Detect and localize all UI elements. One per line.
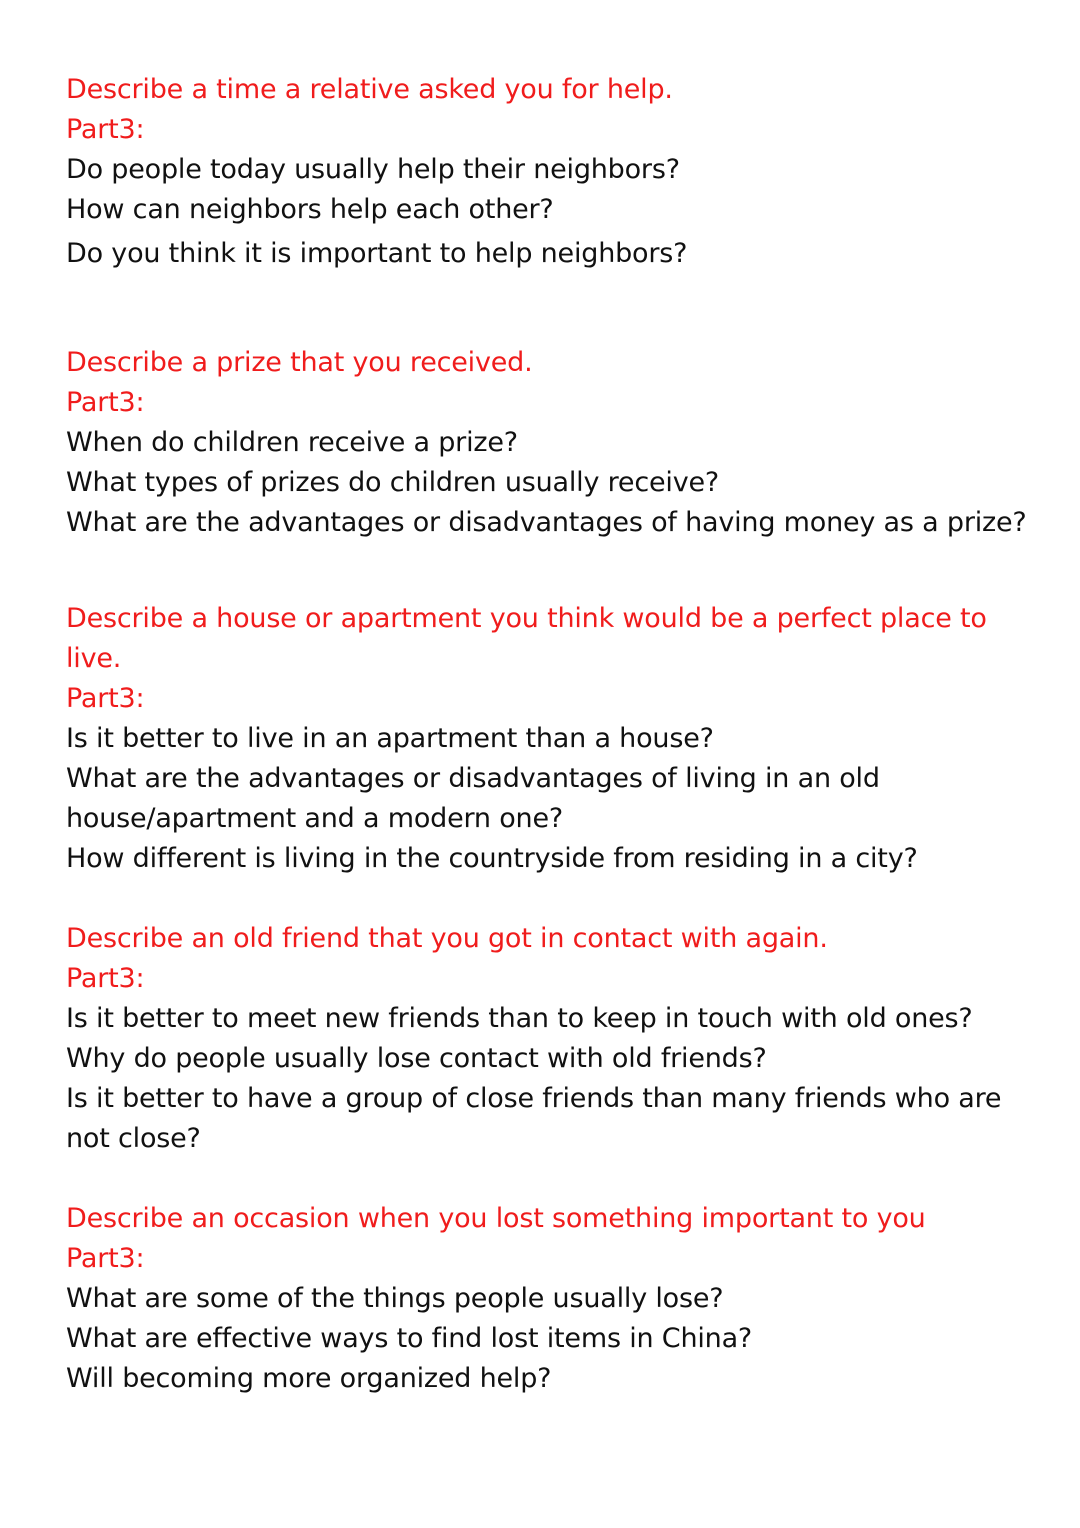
- part-label: Part3:: [66, 963, 145, 994]
- question: What are some of the things people usually lose?: [66, 1283, 724, 1314]
- section-title-continued: live.: [66, 643, 122, 674]
- part-label: Part3:: [66, 683, 145, 714]
- question: Is it better to live in an apartment than a house?: [66, 723, 714, 754]
- section-title: Describe a time a relative asked you for help.: [66, 74, 673, 105]
- question: What are the advantages or disadvantages of having money as a prize?: [66, 507, 1027, 538]
- question-continued: not close?: [66, 1123, 201, 1154]
- question-continued: house/apartment and a modern one?: [66, 803, 564, 834]
- question: Do you think it is important to help neighbors?: [66, 238, 688, 269]
- question: When do children receive a prize?: [66, 427, 518, 458]
- question: Is it better to meet new friends than to keep in touch with old ones?: [66, 1003, 973, 1034]
- question: How can neighbors help each other?: [66, 194, 554, 225]
- section-title: Describe an occasion when you lost something important to you: [66, 1203, 926, 1234]
- question: What are the advantages or disadvantages of living in an old: [66, 763, 880, 794]
- section-title: Describe a house or apartment you think would be a perfect place to: [66, 603, 987, 634]
- question: What are effective ways to find lost items in China?: [66, 1323, 753, 1354]
- question: Is it better to have a group of close friends than many friends who are: [66, 1083, 1002, 1114]
- question: Do people today usually help their neighbors?: [66, 154, 680, 185]
- section-title: Describe a prize that you received.: [66, 347, 533, 378]
- part-label: Part3:: [66, 114, 145, 145]
- section-title: Describe an old friend that you got in contact with again.: [66, 923, 828, 954]
- question: Why do people usually lose contact with old friends?: [66, 1043, 767, 1074]
- part-label: Part3:: [66, 387, 145, 418]
- question: Will becoming more organized help?: [66, 1363, 552, 1394]
- part-label: Part3:: [66, 1243, 145, 1274]
- question: What types of prizes do children usually receive?: [66, 467, 720, 498]
- question: How different is living in the countryside from residing in a city?: [66, 843, 918, 874]
